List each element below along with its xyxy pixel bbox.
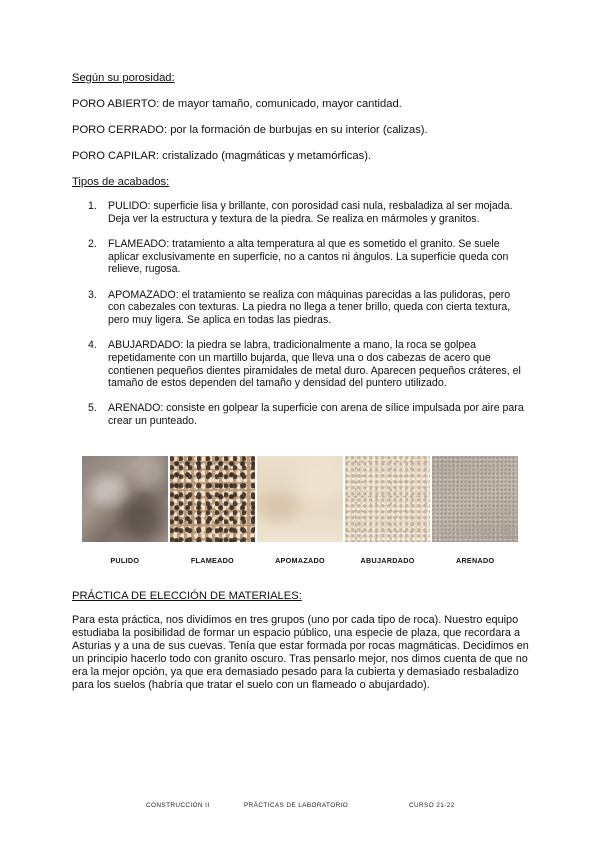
list-text: ABUJARDADO: la piedra se labra, tradicionalmente a mano, la roca se golpea repetidamente con un martillo bujarda, que lleva una o dos cabezas de acero que contienen pequeños dientes piramidales de metal duro. Aparecen pequeños cráteres, el tamaño de estos dependen del tamaño y densidad del puntero utilizado. xyxy=(108,339,521,390)
list-number: 4. xyxy=(88,339,97,352)
practica-paragraph: Para esta práctica, nos dividimos en tres grupos (uno por cada tipo de roca). Nuestro equipo estudiaba la posibilidad de formar un espacio público, una especie de plaza, que recordara a Asturias y a una de sus cuevas. Tenía que estar formada por rocas magmáticas. Decidimos en un principio hacerlo todo con granito oscuro. Tras pensarlo mejor, nos dimos cuenta de que no era la mejor opción, ya que era demasiado pesado para la cubierta y demasiado resbaladizo para los suelos (habría que tratar el suelo con un flameado o abujardado). xyxy=(72,614,529,691)
acabados-list xyxy=(88,200,528,440)
pulido-texture-image xyxy=(82,456,168,542)
list-text: ARENADO: consiste en golpear la superficie con arena de sílice impulsada por aire para crear un punteado. xyxy=(108,402,524,428)
list-text: APOMAZADO: el tratamiento se realiza con máquinas parecidas a las pulidoras, pero con cabezales con texturas. La piedra no llega a tener brillo, queda con cierta textura, pero muy ligera. Se aplica en todas las piedras. xyxy=(108,288,511,326)
abujardado-texture-image xyxy=(345,456,431,542)
caption-apomazado: APOMAZADO xyxy=(275,556,325,565)
acabados-heading: Tipos de acabados: xyxy=(72,176,170,188)
practica-heading: PRÁCTICA DE ELECCIÓN DE MATERIALES: xyxy=(72,590,302,602)
poro-cerrado-line: PORO CERRADO: por la formación de burbujas en su interior (calizas). xyxy=(72,124,428,136)
apomazado-texture-image xyxy=(257,456,343,542)
list-item xyxy=(88,200,528,225)
list-item xyxy=(88,339,528,390)
porosidad-heading: Según su porosidad: xyxy=(72,72,175,84)
list-number: 2. xyxy=(88,237,97,250)
footer-course: CONSTRUCCIÓN II xyxy=(146,802,210,809)
list-number: 1. xyxy=(88,200,97,212)
caption-abujardado: ABUJARDADO xyxy=(360,556,415,565)
list-number: 5. xyxy=(88,402,97,415)
footer-title: PRÁCTICAS DE LABORATORIO xyxy=(244,802,349,809)
caption-arenado: ARENADO xyxy=(455,556,495,565)
arenado-texture-image xyxy=(432,456,518,542)
caption-flameado: FLAMEADO xyxy=(190,556,234,565)
list-number: 3. xyxy=(88,288,97,301)
poro-capilar-line: PORO CAPILAR: cristalizado (magmáticas y metamórficas). xyxy=(72,150,372,162)
flameado-texture-image xyxy=(170,456,256,542)
list-text: FLAMEADO: tratamiento a alta temperatura al que es sometido el granito. Se suele aplicar exclusivamente en superficie, no a cantos ni ángulos. La superficie queda con relieve, rugosa. xyxy=(108,237,509,276)
list-item xyxy=(88,238,528,276)
list-item xyxy=(88,289,528,327)
list-item xyxy=(88,402,528,427)
list-text: PULIDO: superficie lisa y brillante, con porosidad casi nula, resbaladiza al ser mojada. Deja ver la estructura y textura de la piedra. Se realiza en mármoles y granitos. xyxy=(108,200,513,225)
footer-year: CURSO 21-22 xyxy=(409,802,455,809)
poro-abierto-line: PORO ABIERTO: de mayor tamaño, comunicado, mayor cantidad. xyxy=(72,98,402,110)
caption-pulido: PULIDO xyxy=(110,556,140,565)
finish-swatches xyxy=(82,456,518,542)
swatch-captions xyxy=(82,556,518,565)
